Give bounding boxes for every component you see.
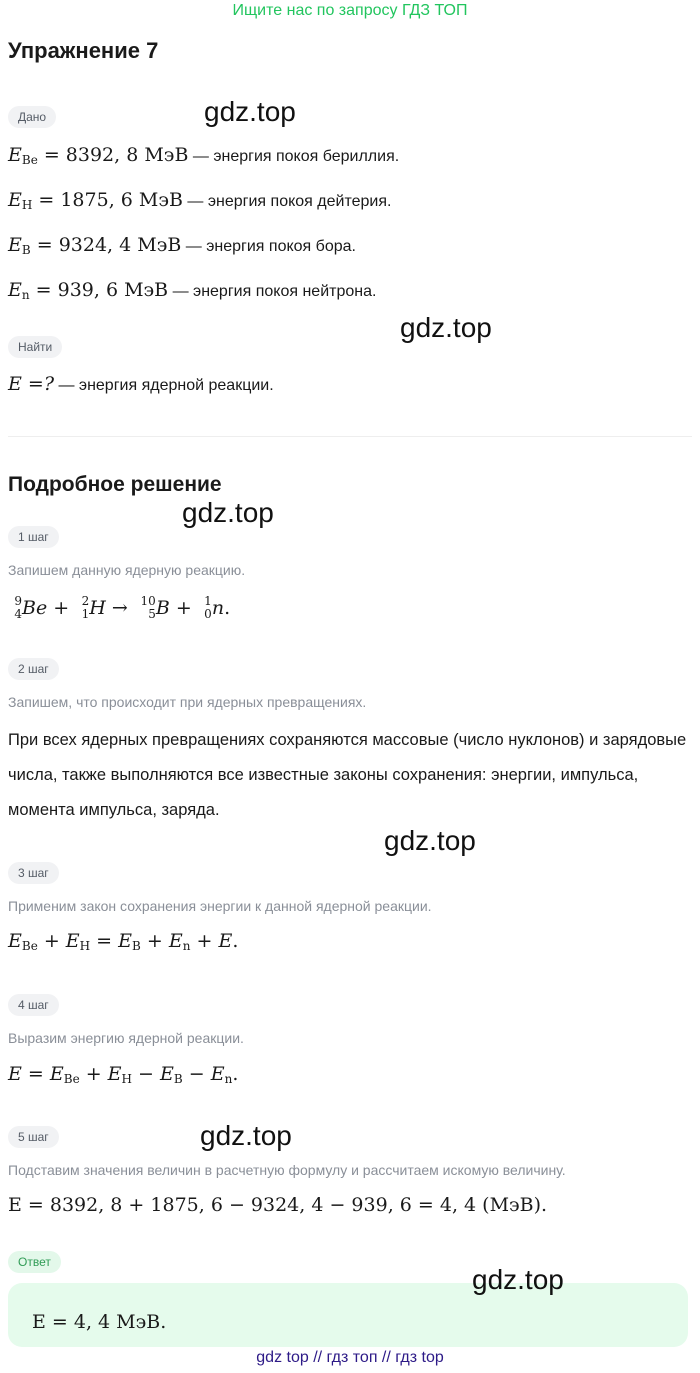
step-4-pill xyxy=(8,994,59,1016)
step-3-label: 3 шаг xyxy=(8,862,59,884)
section-divider xyxy=(8,436,692,437)
given-label: Дано xyxy=(8,106,56,128)
given-line-deuterium: $E_H = 1875$, 6 МэВ — энергия покоя дейтерия. xyxy=(8,189,392,212)
reaction-energy-formula: $E = E_{Be} + E_H - E_B - E_n$. xyxy=(8,1063,239,1086)
step-2-paragraph: При всех ядерных превращениях сохраняются массовые (число нуклонов) и зарядовые числа, также выполняются все известные законы сохранения: энергии, импульса, момента импульса, заряда. xyxy=(8,731,687,819)
step-5-label: 5 шаг xyxy=(8,1126,59,1148)
solution-title: Подробное решение xyxy=(8,473,222,496)
answer-label: Ответ xyxy=(8,1251,61,1273)
step-4-hint: Выразим энергию ядерной реакции. xyxy=(8,1030,244,1046)
answer-formula: E = 4, 4 МэВ. xyxy=(32,1311,167,1333)
energy-conservation-formula: $E_{Be} + E_H = E_B + E_n + E$. xyxy=(8,930,239,953)
watermark: gdz.top xyxy=(400,312,492,343)
given-line-beryllium: $E_{Be} = 8392$, 8 МэВ — энергия покоя бериллия. xyxy=(8,144,400,167)
watermark: gdz.top xyxy=(384,825,476,856)
step-1-pill xyxy=(8,526,59,548)
given-label-pill xyxy=(8,106,56,128)
step-1-hint: Запишем данную ядерную реакцию. xyxy=(8,562,246,578)
answer-pill xyxy=(8,1251,61,1273)
find-line: E =? — энергия ядерной реакции. xyxy=(8,373,274,395)
watermark: gdz.top xyxy=(204,96,296,127)
watermark: gdz.top xyxy=(182,497,274,528)
footer-links[interactable]: gdz top // гдз топ // гдз top xyxy=(256,1349,444,1366)
step-3-hint: Применим закон сохранения энергии к данной ядерной реакции. xyxy=(8,898,432,914)
watermark: gdz.top xyxy=(472,1264,564,1295)
top-banner[interactable]: Ищите нас по запросу ГДЗ ТОП xyxy=(232,2,468,19)
step-2-hint: Запишем, что происходит при ядерных превращениях. xyxy=(8,694,367,710)
step-4-label: 4 шаг xyxy=(8,994,59,1016)
watermark: gdz.top xyxy=(200,1120,292,1151)
step-3-pill xyxy=(8,862,59,884)
given-line-boron: $E_B = 9324$, 4 МэВ — энергия покоя бора. xyxy=(8,234,356,257)
step-5-hint: Подставим значения величин в расчетную формулу и рассчитаем искомую величину. xyxy=(8,1162,566,1178)
calculation-formula: E = 8392, 8 + 1875, 6 − 9324, 4 − 939, 6 = 4, 4 (МэВ). xyxy=(8,1194,548,1216)
given-line-neutron: $E_n = 939$, 6 МэВ — энергия покоя нейтрона. xyxy=(8,279,377,302)
page-title: Упражнение 7 xyxy=(8,38,159,63)
step-2-pill xyxy=(8,658,59,680)
step-2-label: 2 шаг xyxy=(8,658,59,680)
step-5-pill xyxy=(8,1126,59,1148)
nuclear-reaction-equation: 9 4 Be + 2 1 H → 10 5 B + 1 0 n. xyxy=(14,594,231,621)
step-1-label: 1 шаг xyxy=(8,526,59,548)
find-label-pill xyxy=(8,336,62,358)
find-label: Найти xyxy=(8,336,62,358)
